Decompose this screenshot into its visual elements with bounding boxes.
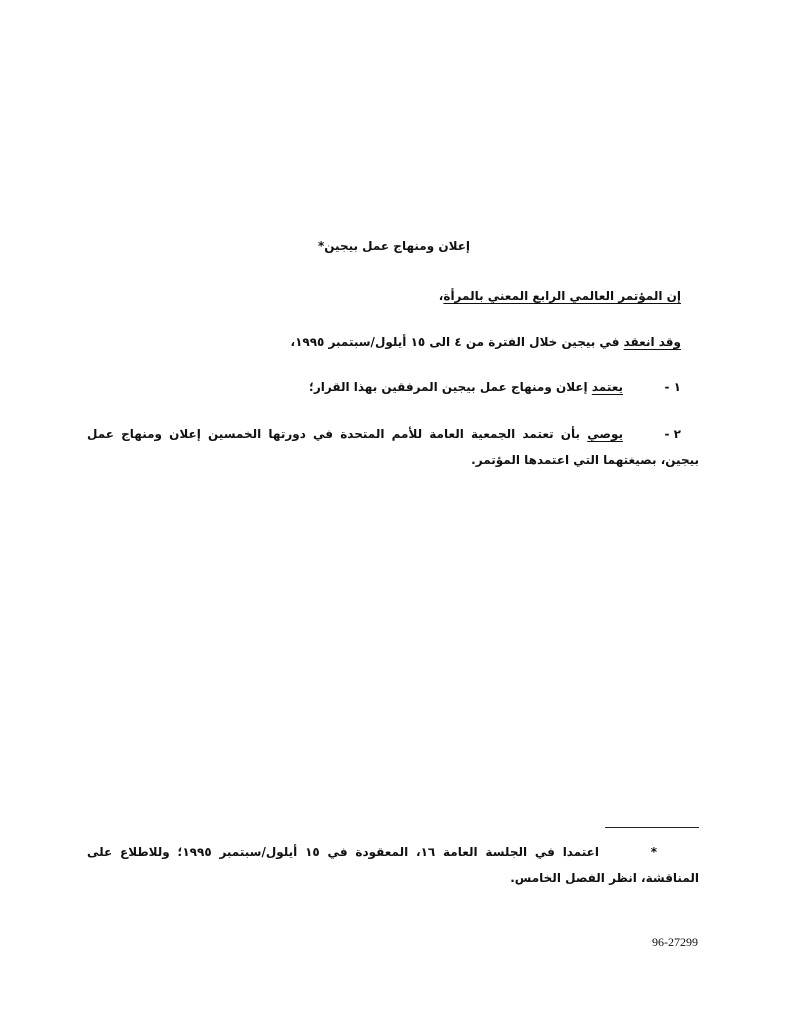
item-text: إعلان ومنهاج عمل بيجين المرفقين بهذا القرار؛ [309,380,592,394]
footnote-marker: * [650,845,657,859]
footnote [87,839,699,891]
preamble-dates: في بيجين خلال الفترة من ٤ الى ١٥ أيلول/سبتمبر ١٩٩٥، [290,335,624,349]
preamble-line-1 [439,287,681,305]
preamble-line-2 [291,333,681,351]
resolution-item-2 [87,421,699,473]
preamble-comma: ، [438,289,444,303]
resolution-item-1 [309,378,681,396]
item-verb: يعتمد [591,380,623,394]
item-text: بأن تعتمد الجمعية العامة للأمم المتحدة في دورتها الخمسين إعلان ومنهاج عمل بيجين، بصيغتهما التي اعتمدها المؤتمر. [87,427,699,467]
footnote-separator [605,827,699,828]
document-title: إعلان ومنهاج عمل بيجين* [317,239,471,253]
footnote-text: اعتمدا في الجلسة العامة ١٦، المعقودة في ١٥ أيلول/سبتمبر ١٩٩٥؛ وللاطلاع على المناقشة، انظر الفصل الخامس. [87,845,699,885]
preamble-conference: إن المؤتمر العالمي الرابع المعني بالمرأة [443,289,681,303]
preamble-convened: وقد انعقد [623,335,681,349]
item-verb: يوصي [587,427,623,441]
item-number: ٢ - [664,427,681,441]
item-number: ١ - [664,380,681,394]
document-number: 96-27299 [652,935,698,949]
